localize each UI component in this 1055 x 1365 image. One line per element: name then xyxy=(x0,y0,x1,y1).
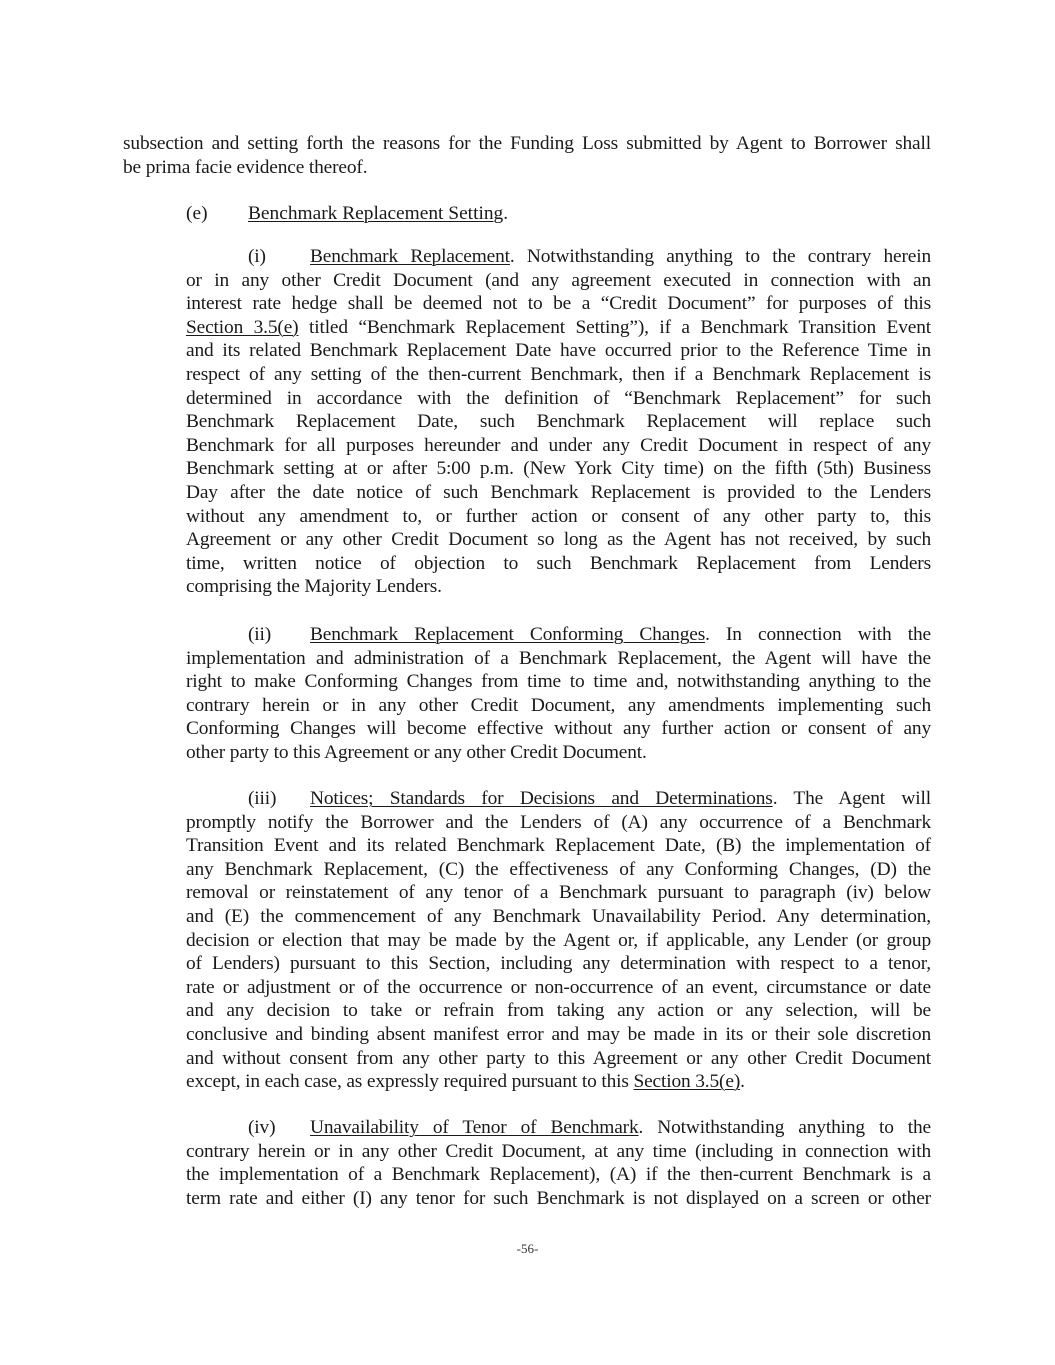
text-line: and its related Benchmark Replacement Date have occurred prior to the Reference Time in xyxy=(186,340,931,362)
subsection-heading: Unavailability of Tenor of Benchmark xyxy=(310,1117,639,1138)
subsection-heading: Benchmark Replacement xyxy=(310,246,510,267)
subsection-first-line xyxy=(186,245,931,269)
subsection-text: . Notwithstanding anything to the contrary herein xyxy=(509,246,931,267)
subsection-i xyxy=(186,245,931,599)
section-title: Benchmark Replacement Setting xyxy=(248,203,504,224)
section-reference: Section 3.5(e) xyxy=(633,1071,741,1093)
subsection-ii xyxy=(186,623,931,765)
text-line: subsection and setting forth the reasons for the Funding Loss submitted by Agent to Borrower shall xyxy=(123,133,931,154)
subsection-number: (iii) xyxy=(248,788,277,809)
subsection-first-line xyxy=(186,1116,931,1140)
text-fragment: titled “Benchmark Replacement Setting”), if a Benchmark Transition Event xyxy=(298,316,931,338)
section-reference: Section 3.5(e) xyxy=(186,316,299,338)
continuation-paragraph xyxy=(123,132,931,179)
text-line: removal or reinstatement of any tenor of a Benchmark pursuant to paragraph (iv) below xyxy=(186,882,931,904)
text-line: promptly notify the Borrower and the Lenders of (A) any occurrence of a Benchmark xyxy=(186,811,931,833)
text-line: Day after the date notice of such Benchmark Replacement is provided to the Lenders xyxy=(186,481,931,503)
section-number: (e) xyxy=(186,203,208,224)
text-line: right to make Conforming Changes from time to time and, notwithstanding anything to the xyxy=(186,671,931,693)
subsection-heading: Notices; Standards for Decisions and Determinations xyxy=(310,788,773,809)
subsection-first-line xyxy=(186,787,931,811)
subsection-text: . In connection with the xyxy=(705,624,931,645)
text-line: or in any other Credit Document (and any agreement executed in connection with an xyxy=(186,269,931,291)
text-line: Benchmark Replacement Date, such Benchmark Replacement will replace such xyxy=(186,411,931,433)
text-line: conclusive and binding absent manifest error and may be made in its or their sole discretion xyxy=(186,1023,931,1045)
subsection-text: . Notwithstanding anything to the xyxy=(638,1117,932,1138)
text-line: Conforming Changes will become effective without any further action or consent of any xyxy=(186,718,931,740)
subsection-first-line xyxy=(186,623,931,647)
text-fragment: except, in each case, as expressly required pursuant to this xyxy=(186,1071,634,1093)
text-line xyxy=(186,1070,931,1094)
text-line: rate or adjustment or of the occurrence or non-occurrence of an event, circumstance or date xyxy=(186,976,931,998)
text-line: comprising the Majority Lenders. xyxy=(186,576,442,598)
subsection-heading: Benchmark Replacement Conforming Changes xyxy=(310,624,706,645)
text-line: of Lenders) pursuant to this Section, including any determination with respect to a tenor, xyxy=(186,953,931,975)
text-line: and (E) the commencement of any Benchmark Unavailability Period. Any determination, xyxy=(186,905,931,927)
text-line: be prima facie evidence thereof. xyxy=(123,156,368,178)
page-number: -56- xyxy=(516,1241,539,1256)
text-line: and without consent from any other party to this Agreement or any other Credit Document xyxy=(186,1047,931,1069)
subsection-number: (ii) xyxy=(248,624,272,645)
text-line: implementation and administration of a Benchmark Replacement, the Agent will have the xyxy=(186,647,931,669)
text-line: Benchmark for all purposes hereunder and under any Credit Document in respect of any xyxy=(186,434,931,456)
text-line: time, written notice of objection to such Benchmark Replacement from Lenders xyxy=(186,552,931,574)
text-line: contrary herein or in any other Credit Document, any amendments implementing such xyxy=(186,694,931,716)
text-line xyxy=(186,316,931,340)
subsection-number: (iv) xyxy=(248,1117,276,1138)
text-line: determined in accordance with the definition of “Benchmark Replacement” for such xyxy=(186,387,931,409)
subsection-text: . The Agent will xyxy=(772,788,931,809)
text-fragment: . xyxy=(740,1071,745,1093)
text-line: and any decision to take or refrain from taking any action or any selection, will be xyxy=(186,1000,931,1022)
text-line: other party to this Agreement or any other Credit Document. xyxy=(186,741,647,763)
text-line: Agreement or any other Credit Document so long as the Agent has not received, by such xyxy=(186,529,931,551)
text-line: Benchmark setting at or after 5:00 p.m. (New York City time) on the fifth (5th) Business xyxy=(186,458,931,480)
subsection-iii xyxy=(186,787,931,1094)
text-line: respect of any setting of the then-current Benchmark, then if a Benchmark Replacement is xyxy=(186,363,931,385)
text-line: Transition Event and its related Benchmark Replacement Date, (B) the implementation of xyxy=(186,835,931,857)
section-title-suffix: . xyxy=(503,203,509,224)
subsection-number: (i) xyxy=(248,246,266,267)
text-line: without any amendment to, or further action or consent of any other party to, this xyxy=(186,505,931,527)
text-line: any Benchmark Replacement, (C) the effectiveness of any Conforming Changes, (D) the xyxy=(186,858,931,880)
section-e-heading xyxy=(186,202,508,226)
text-line: the implementation of a Benchmark Replacement), (A) if the then-current Benchmark is a xyxy=(186,1164,931,1186)
text-line: interest rate hedge shall be deemed not to be a “Credit Document” for purposes of this xyxy=(186,293,931,315)
text-line: contrary herein or in any other Credit Document, at any time (including in connection with xyxy=(186,1140,931,1162)
subsection-iv xyxy=(186,1116,931,1210)
text-line: term rate and either (I) any tenor for such Benchmark is not displayed on a screen or other xyxy=(186,1187,931,1209)
text-line: decision or election that may be made by the Agent or, if applicable, any Lender (or group xyxy=(186,929,931,951)
